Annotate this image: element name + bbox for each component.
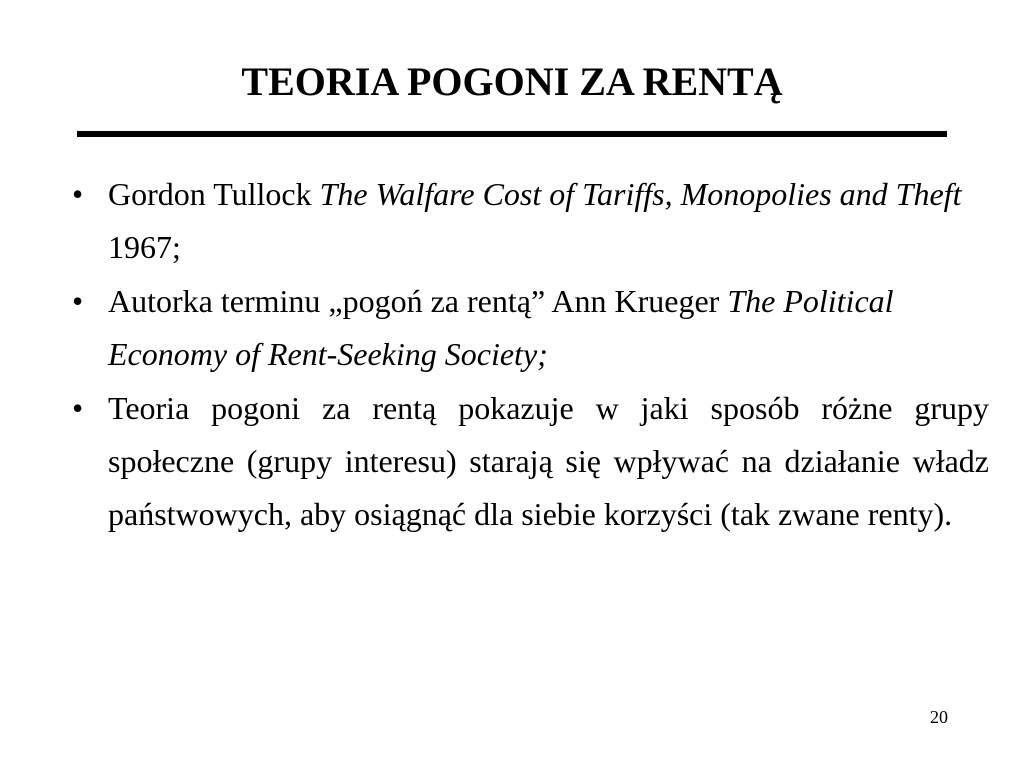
bullet-list xyxy=(72,168,989,542)
bullet-item-theory xyxy=(72,382,989,541)
bullet-icon: • xyxy=(72,390,84,426)
bullet-icon: • xyxy=(72,176,84,212)
bullet-text: Teoria pogoni za rentą pokazuje w jaki sposób różne grupy społeczne (grupy interesu) starają się wpływać na działanie władz państwowych, aby osiągnąć dla siebie korzyści (tak zwane renty). xyxy=(108,390,989,532)
bullet-icon: • xyxy=(72,283,84,319)
title-underline xyxy=(77,131,947,137)
bullet-item-tullock xyxy=(72,168,989,274)
slide-title: TEORIA POGONI ZA RENTĄ xyxy=(241,59,783,104)
bullet-author: Autorka terminu „pogoń za rentą” Ann Krueger xyxy=(108,283,728,319)
page-number: 20 xyxy=(930,707,948,727)
bullet-year: 1967; xyxy=(108,229,181,265)
bullet-text xyxy=(108,168,989,274)
bullet-item-krueger xyxy=(72,275,989,381)
bullet-book-title: The Walfare Cost of Tariffs, Monopolies and Theft xyxy=(319,176,962,212)
bullet-book-title: The Political Economy of Rent-Seeking Society; xyxy=(108,283,894,372)
bullet-author: Gordon Tullock xyxy=(108,176,320,212)
bullet-text xyxy=(108,275,989,381)
